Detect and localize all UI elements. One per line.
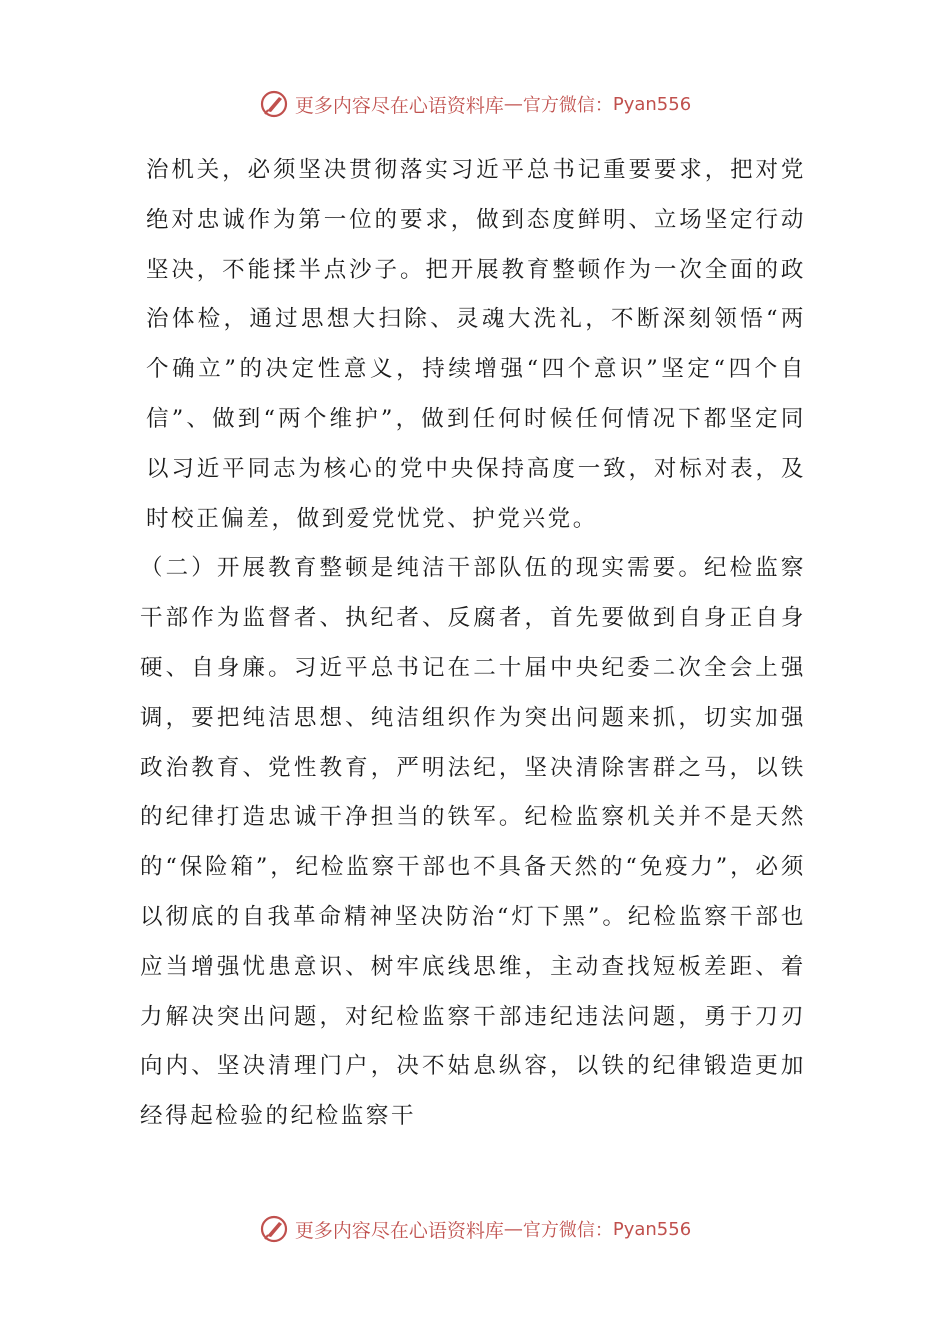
watermark-brand: 更多内容尽在心语资料库 xyxy=(294,1219,504,1242)
watermark-wechat-id: Pyan556 xyxy=(612,1218,692,1240)
watermark-separator: — xyxy=(503,93,523,115)
watermark-wechat-label: 官方微信： xyxy=(522,95,613,116)
body-paragraph: （二）开展教育整顿是纯洁干部队伍的现实需要。纪检监察干部作为监督者、执纪者、反腐者，首先要做到自身正自身硬、自身廉。习近平总书记在二十届中央纪委二次全会上强调，要把纯洁思想、纯洁组织作为突出问题来抓，切实加强政治教育、党性教育，严明法纪，坚决清除害群之马，以铁的纪律打造忠诚干净担当的铁军。纪检监察机关并不是天然的“保险箱”，纪检监察干部也不具备天然的“免疫力”，必须以彻底的自我革命精神坚决防治“灯下黑”。纪检监察干部也应当增强忧患意识、树牢底线思维，主动查找短板差距、着力解决突出问题，对纪检监察干部违纪违法问题，勇于刀刃向内、坚决清理门户，决不姑息纵容，以铁的纪律锻造更加经得起检验的纪检监察干 xyxy=(140,555,806,1130)
watermark-brand: 更多内容尽在心语资料库 xyxy=(294,94,504,117)
watermark-wechat-id: Pyan556 xyxy=(612,93,692,115)
watermark-header xyxy=(0,84,950,124)
watermark-separator: — xyxy=(503,1218,523,1240)
quill-logo-icon xyxy=(259,1214,289,1244)
document-body xyxy=(140,146,806,1142)
body-paragraph: 治机关，必须坚决贯彻落实习近平总书记重要要求，把对党绝对忠诚作为第一位的要求，做到态度鲜明、立场坚定行动坚决，不能揉半点沙子。把开展教育整顿作为一次全面的政治体检，通过思想大扫除、灵魂大洗礼，不断深刻领悟“两个确立”的决定性意义，持续增强“四个意识”坚定“四个自信”、做到“两个维护”，做到任何时候任何情况下都坚定同以习近平同志为核心的党中央保持高度一致，对标对表，及时校正偏差，做到爱党忧党、护党兴党。 xyxy=(146,157,806,532)
quill-logo-icon xyxy=(259,89,289,119)
watermark-wechat-label: 官方微信： xyxy=(522,1220,613,1241)
watermark-footer xyxy=(0,1209,950,1249)
